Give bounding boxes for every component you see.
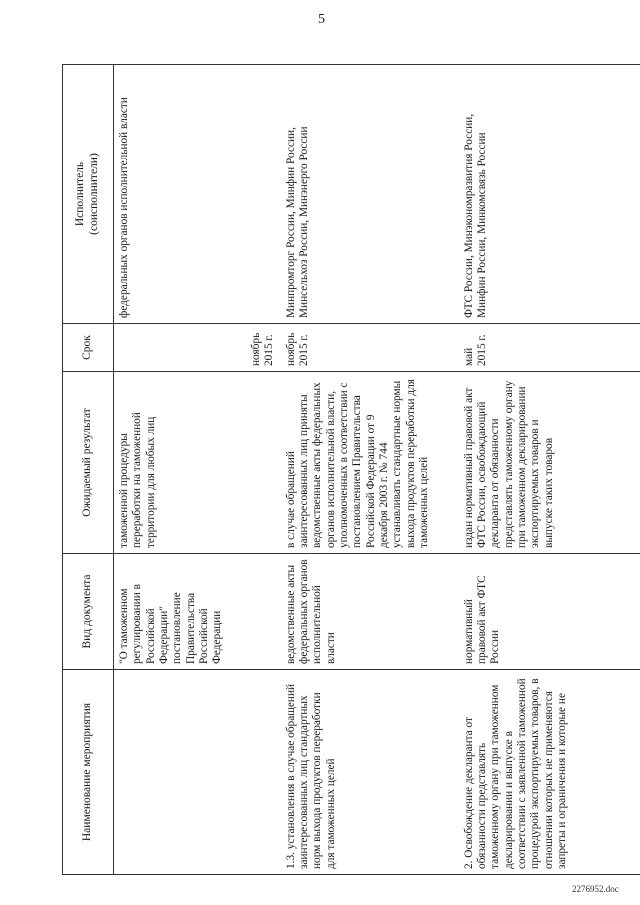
cell-result: издан нормативный правовой акт ФТС России, освобождающий декларанта от обязанности представлять таможенному органу при таможенном декларировании экспортируемых товаров и выпуске таких товаров <box>459 372 640 554</box>
footer-file-code: 2276952.doc <box>572 884 619 894</box>
cell-result: таможенной процедуры переработки на таможенной территории для любых лиц <box>114 372 281 554</box>
cell-doc-type: ведомственные акты федеральных органов исполнительной власти <box>281 554 459 670</box>
table-row <box>459 65 640 875</box>
action-plan-table <box>62 64 640 875</box>
rotated-table-container <box>62 65 602 875</box>
cell-term: май 2015 г. <box>459 324 640 372</box>
cell-executor: федеральных органов исполнительной власти <box>114 65 281 324</box>
header-name: Наименование мероприятия <box>63 670 114 875</box>
page-number: 5 <box>318 12 325 27</box>
cell-name: 1.3. установления в случае обращений заинтересованных лиц стандартных норм выхода продуктов переработки для таможенных целей <box>281 670 459 875</box>
cell-term: ноябрь 2015 г. <box>281 324 459 372</box>
cell-executor: ФТС России, Минэкономразвития России, Минфин России, Минкомсвязь России <box>459 65 640 324</box>
cell-term-text: ноябрь 2015 г. <box>250 332 276 366</box>
table-row <box>281 65 459 875</box>
header-term: Срок <box>63 324 114 372</box>
table-header-row <box>63 65 114 875</box>
header-executor <box>63 65 114 324</box>
header-executor-line1: Исполнитель <box>74 161 87 227</box>
header-executor-line2: (соисполнители) <box>88 153 100 235</box>
header-doc-type: Вид документа <box>63 554 114 670</box>
cell-term <box>114 324 281 372</box>
cell-doc-type: "О таможенном регулировании в Российской Федерации" постановление Правительства Российской Федерации <box>114 554 281 670</box>
cell-doc-type: нормативный правовой акт ФТС России <box>459 554 640 670</box>
header-result: Ожидаемый результат <box>63 372 114 554</box>
cell-executor: Минпромторг России, Минфин России, Минсельхоз России, Минэнерго России <box>281 65 459 324</box>
cell-result: в случае обращений заинтересованных лиц приняты ведомственные акты федеральных органов исполнительной власти, уполномоченных в соответствии с постановлением Правительства Российской Федерации от 9 декабря 2003 г. № 744 устанавливать стандартные нормы выхода продуктов переработки для таможенных целей <box>281 372 459 554</box>
cell-name <box>114 670 281 875</box>
table-row <box>114 65 281 875</box>
cell-name: 2. Освобождение декларанта от обязанности представлять таможенному органу при таможенном декларировании и выпуске в соответствии с заявленной таможенной процедурой экспортируемых товаров, в отношении которых не применяются запреты и ограничения и которые не <box>459 670 640 875</box>
